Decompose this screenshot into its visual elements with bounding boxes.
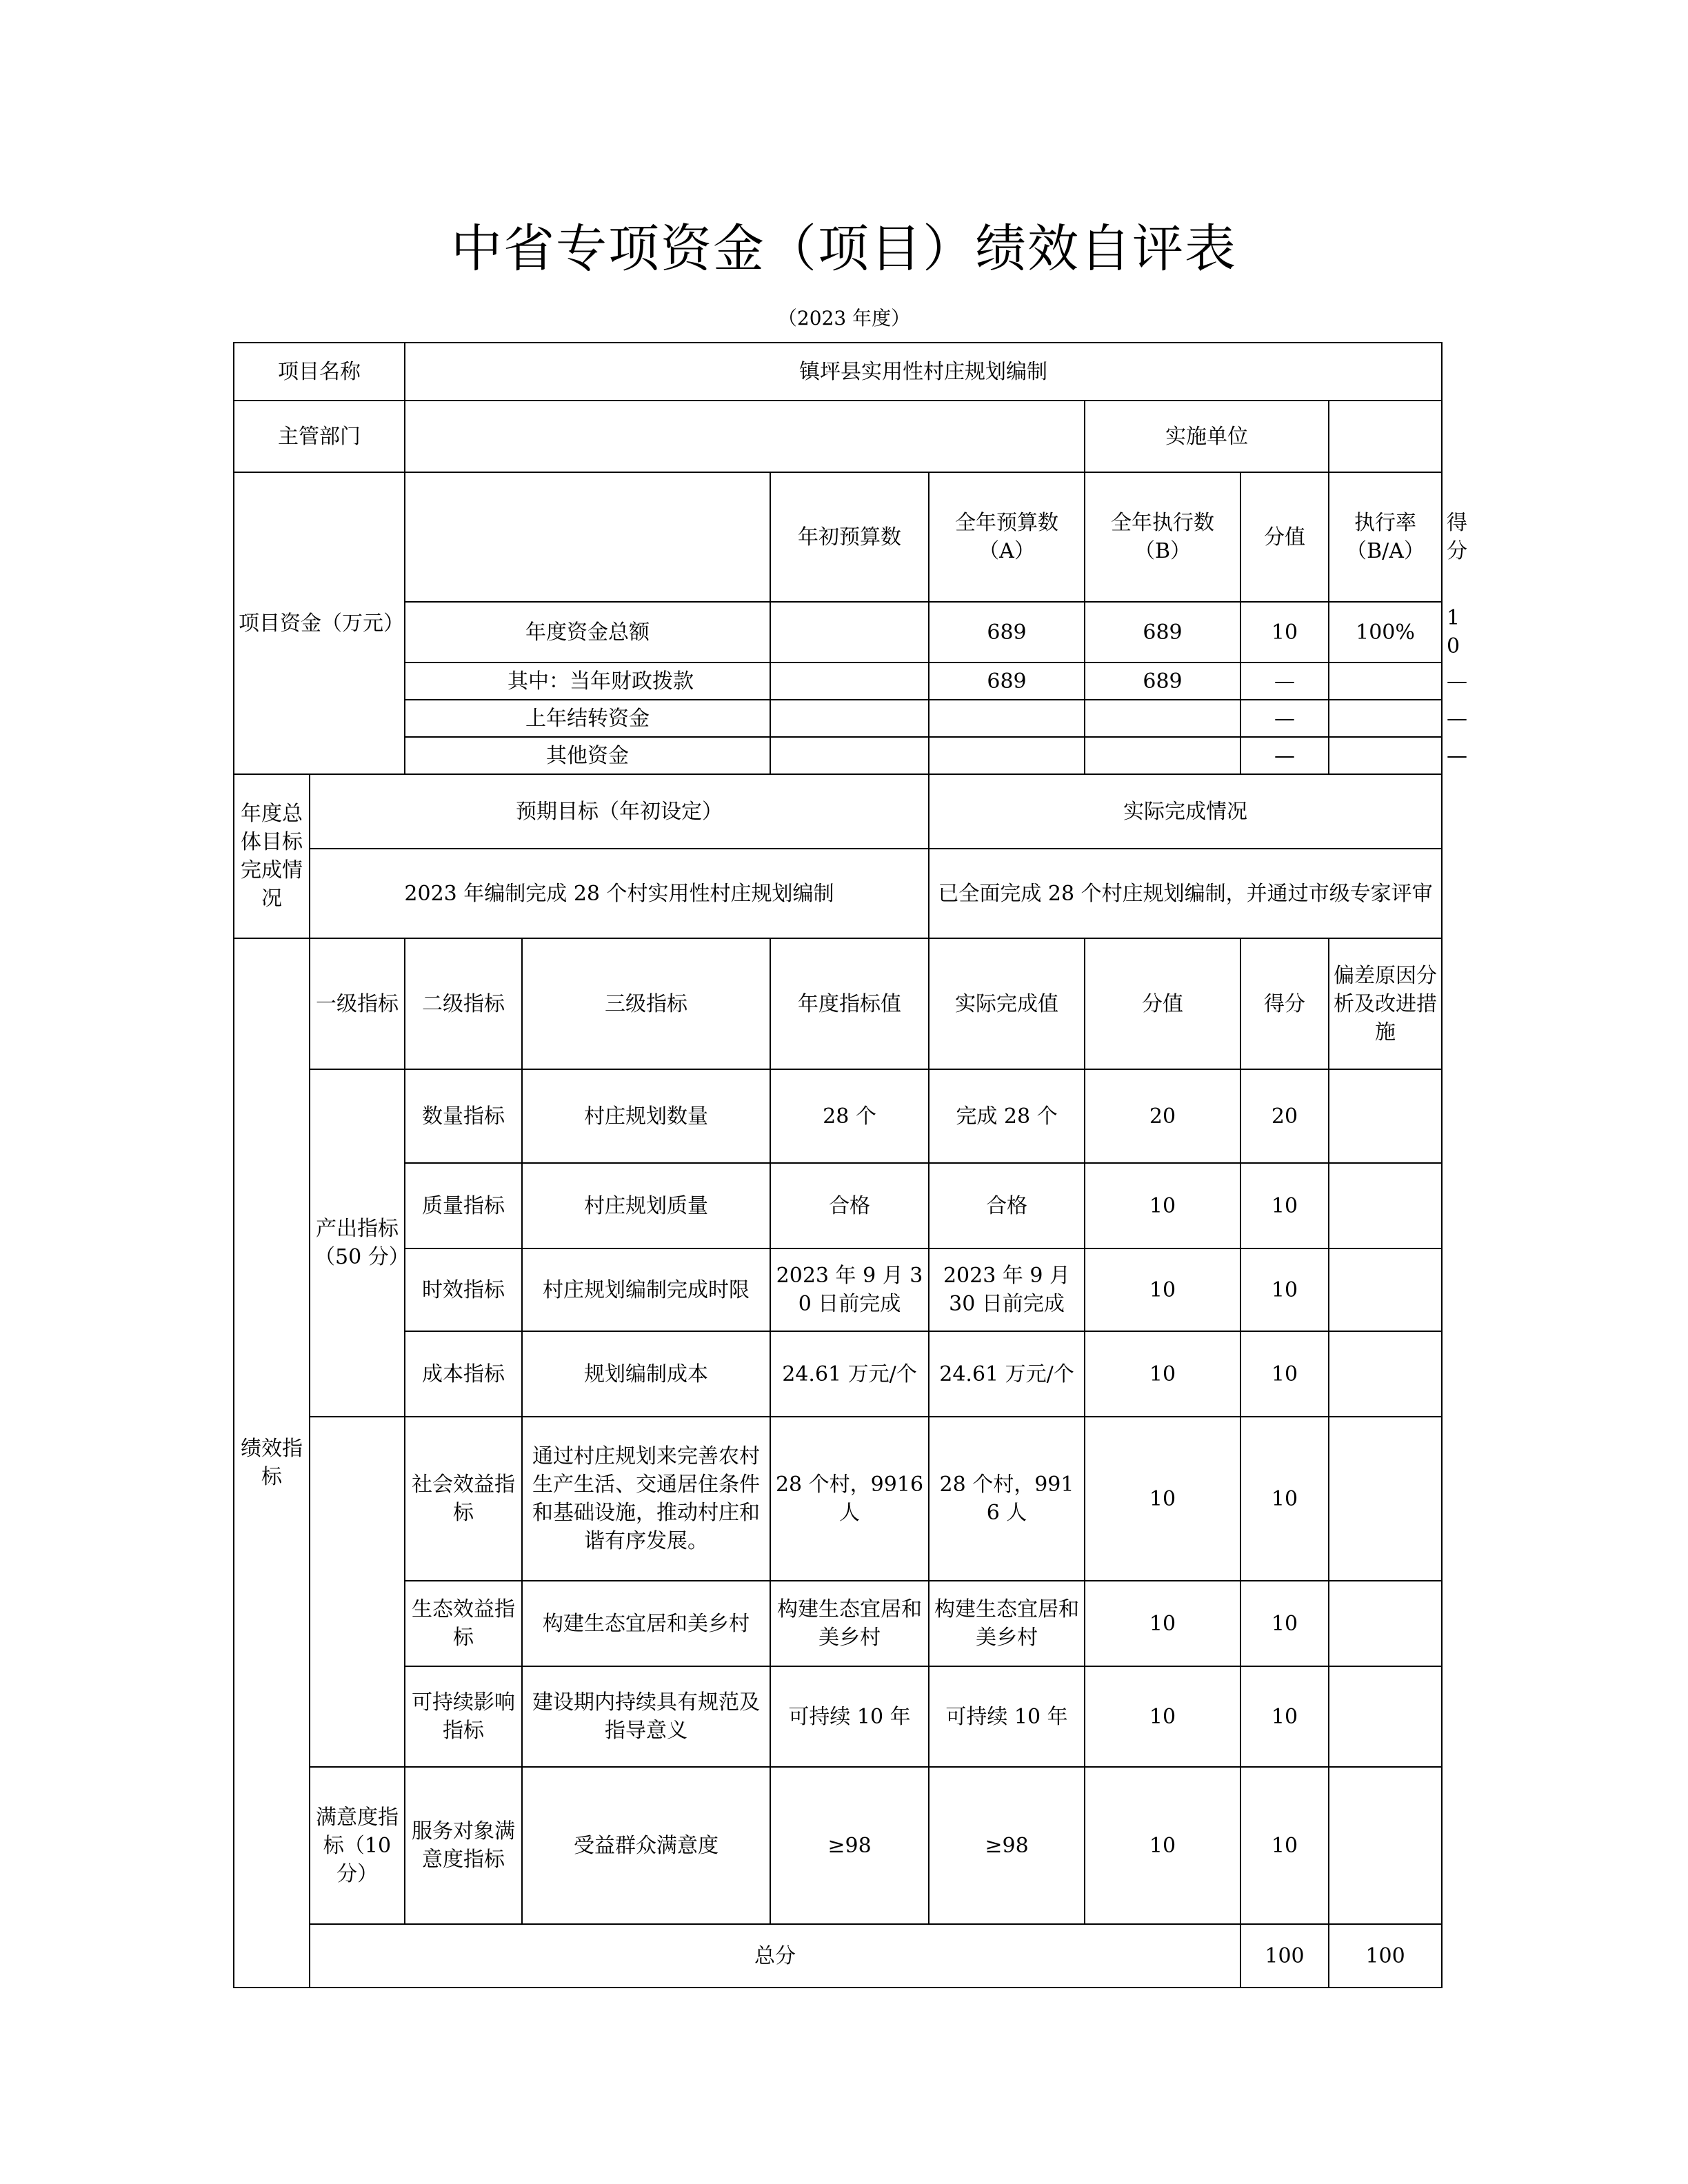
perf-row-l3: 规划编制成本 <box>522 1331 770 1417</box>
funds-row: 其他资金 — — <box>234 737 1442 774</box>
perf-row-deviation <box>1329 1248 1442 1331</box>
perf-row-l3: 村庄规划质量 <box>522 1163 770 1248</box>
row-performance-header <box>234 938 1442 1069</box>
perf-row-target: 2023 年 9 月 30 日前完成 <box>770 1248 929 1331</box>
evaluation-table <box>233 342 1468 1988</box>
perf-header-score: 得分 <box>1240 938 1329 1069</box>
perf-row-l3: 受益群众满意度 <box>522 1767 770 1924</box>
perf-row-score: 10 <box>1240 1666 1329 1767</box>
perf-row-l2: 时效指标 <box>405 1248 522 1331</box>
row-project-name <box>234 343 1442 401</box>
perf-row-actual: 28 个村，9916 人 <box>929 1417 1085 1581</box>
funds-row-value: — <box>1240 737 1329 774</box>
funds-row-name: 上年结转资金 <box>405 700 770 737</box>
total-label: 总分 <box>310 1924 1240 1988</box>
funds-row-name: 其中：当年财政拨款 <box>405 663 770 700</box>
funds-header-annual-budget: 全年预算数（A） <box>929 472 1085 602</box>
group-output-label: 产出指标（50 分） <box>310 1069 405 1417</box>
perf-row-score: 10 <box>1240 1331 1329 1417</box>
perf-row-l3: 建设期内持续具有规范及指导意义 <box>522 1666 770 1767</box>
perf-row-actual: 合格 <box>929 1163 1085 1248</box>
perf-header-level3: 三级指标 <box>522 938 770 1069</box>
group-satisfaction-label: 满意度指标（10 分） <box>310 1767 405 1924</box>
perf-row <box>234 1417 1442 1581</box>
funds-header-initial: 年初预算数 <box>770 472 929 602</box>
perf-row-value: 10 <box>1085 1666 1240 1767</box>
perf-row-value: 10 <box>1085 1417 1240 1581</box>
perf-row <box>234 1069 1442 1163</box>
perf-row-actual: 构建生态宜居和美乡村 <box>929 1581 1085 1666</box>
funds-row: 年度资金总额 689 689 10 100% 10 <box>234 602 1442 663</box>
perf-row <box>234 1163 1442 1248</box>
page-title: 中省专项资金（项目）绩效自评表 <box>451 219 1237 279</box>
funds-row-a: 689 <box>929 663 1085 700</box>
dept-value <box>405 401 1085 472</box>
funds-row-b <box>1085 737 1240 774</box>
row-total <box>234 1924 1442 1988</box>
perf-row-l3: 构建生态宜居和美乡村 <box>522 1581 770 1666</box>
funds-header-exec-rate: 执行率（B/A） <box>1329 472 1442 602</box>
funds-header-blank <box>405 472 770 602</box>
perf-row-actual: 2023 年 9 月 30 日前完成 <box>929 1248 1085 1331</box>
perf-row <box>234 1666 1442 1767</box>
total-score: 100 <box>1329 1924 1442 1988</box>
funds-label: 项目资金（万元） <box>234 472 405 774</box>
perf-row-l2: 可持续影响指标 <box>405 1666 522 1767</box>
perf-row-l2: 生态效益指标 <box>405 1581 522 1666</box>
perf-row-value: 10 <box>1085 1767 1240 1924</box>
funds-row-b: 689 <box>1085 602 1240 663</box>
goals-expected: 2023 年编制完成 28 个村实用性村庄规划编制 <box>310 849 929 938</box>
dept-label: 主管部门 <box>234 401 405 472</box>
perf-row-deviation <box>1329 1666 1442 1767</box>
perf-header-actual: 实际完成值 <box>929 938 1085 1069</box>
perf-row-actual: ≥98 <box>929 1767 1085 1924</box>
goals-actual-label: 实际完成情况 <box>929 774 1442 849</box>
funds-row-b <box>1085 700 1240 737</box>
funds-row-value: — <box>1240 700 1329 737</box>
goals-expected-label: 预期目标（年初设定） <box>310 774 929 849</box>
funds-row-value: 10 <box>1240 602 1329 663</box>
perf-row-score: 10 <box>1240 1767 1329 1924</box>
perf-row <box>234 1767 1442 1924</box>
perf-row-actual: 完成 28 个 <box>929 1069 1085 1163</box>
funds-row-a: 689 <box>929 602 1085 663</box>
perf-row-deviation <box>1329 1163 1442 1248</box>
perf-row-target: 可持续 10 年 <box>770 1666 929 1767</box>
total-value: 100 <box>1240 1924 1329 1988</box>
project-name-label: 项目名称 <box>234 343 405 401</box>
funds-row-a <box>929 737 1085 774</box>
perf-row-value: 10 <box>1085 1581 1240 1666</box>
funds-row-name: 其他资金 <box>405 737 770 774</box>
perf-row-target: 28 个 <box>770 1069 929 1163</box>
funds-row: 其中：当年财政拨款 689 689 — — <box>234 663 1442 700</box>
perf-row <box>234 1248 1442 1331</box>
perf-row-l3: 村庄规划编制完成时限 <box>522 1248 770 1331</box>
funds-row-rate <box>1329 737 1442 774</box>
perf-row-value: 20 <box>1085 1069 1240 1163</box>
perf-row-actual: 24.61 万元/个 <box>929 1331 1085 1417</box>
perf-row-l3: 村庄规划数量 <box>522 1069 770 1163</box>
funds-row-value: — <box>1240 663 1329 700</box>
perf-row-target: 28 个村，9916 人 <box>770 1417 929 1581</box>
funds-row-rate <box>1329 700 1442 737</box>
performance-label: 绩效指标 <box>234 938 310 1988</box>
perf-header-level2: 二级指标 <box>405 938 522 1069</box>
year-subtitle: （2023 年度） <box>777 307 911 330</box>
funds-row-initial <box>770 737 929 774</box>
perf-header-target: 年度指标值 <box>770 938 929 1069</box>
funds-header-executed: 全年执行数（B） <box>1085 472 1240 602</box>
perf-row-value: 10 <box>1085 1248 1240 1331</box>
funds-header-value: 分值 <box>1240 472 1329 602</box>
funds-row-a <box>929 700 1085 737</box>
perf-row-l2: 成本指标 <box>405 1331 522 1417</box>
funds-row-b: 689 <box>1085 663 1240 700</box>
perf-header-deviation: 偏差原因分析及改进措施 <box>1329 938 1442 1069</box>
perf-row-deviation <box>1329 1069 1442 1163</box>
perf-row-l2: 社会效益指标 <box>405 1417 522 1581</box>
perf-row-deviation <box>1329 1767 1442 1924</box>
perf-row-l2: 质量指标 <box>405 1163 522 1248</box>
row-goals-content <box>234 849 1442 938</box>
perf-row-value: 10 <box>1085 1331 1240 1417</box>
perf-header-level1: 一级指标 <box>310 938 405 1069</box>
funds-row: 上年结转资金 — — <box>234 700 1442 737</box>
funds-row-initial <box>770 663 929 700</box>
perf-row-target: 24.61 万元/个 <box>770 1331 929 1417</box>
impl-unit-value <box>1329 401 1442 472</box>
perf-row-score: 10 <box>1240 1163 1329 1248</box>
perf-row-score: 10 <box>1240 1581 1329 1666</box>
perf-row-l3: 通过村庄规划来完善农村生产生活、交通居住条件和基础设施，推动村庄和谐有序发展。 <box>522 1417 770 1581</box>
perf-row-deviation <box>1329 1331 1442 1417</box>
funds-row-name: 年度资金总额 <box>405 602 770 663</box>
funds-row-rate: 100% <box>1329 602 1442 663</box>
funds-row-initial <box>770 602 929 663</box>
perf-row-score: 10 <box>1240 1417 1329 1581</box>
project-name-value: 镇坪县实用性村庄规划编制 <box>405 343 1442 401</box>
perf-row-value: 10 <box>1085 1163 1240 1248</box>
row-goals-header <box>234 774 1442 849</box>
perf-header-value: 分值 <box>1085 938 1240 1069</box>
row-funds-header: 项目资金（万元） 年初预算数 全年预算数（A） 全年执行数（B） 分值 执行率（B/A） 得分 <box>234 472 1442 602</box>
row-department <box>234 401 1442 472</box>
perf-row-target: ≥98 <box>770 1767 929 1924</box>
perf-row-l2: 服务对象满意度指标 <box>405 1767 522 1924</box>
goals-label: 年度总体目标完成情况 <box>234 774 310 938</box>
impl-unit-label: 实施单位 <box>1085 401 1329 472</box>
perf-row-score: 10 <box>1240 1248 1329 1331</box>
funds-row-rate <box>1329 663 1442 700</box>
perf-row <box>234 1581 1442 1666</box>
perf-row-score: 20 <box>1240 1069 1329 1163</box>
perf-row-deviation <box>1329 1417 1442 1581</box>
perf-row-deviation <box>1329 1581 1442 1666</box>
funds-row-initial <box>770 700 929 737</box>
perf-row <box>234 1331 1442 1417</box>
perf-row-target: 合格 <box>770 1163 929 1248</box>
goals-actual: 已全面完成 28 个村庄规划编制，并通过市级专家评审 <box>929 849 1442 938</box>
group-effect-label <box>310 1417 405 1767</box>
perf-row-l2: 数量指标 <box>405 1069 522 1163</box>
perf-row-target: 构建生态宜居和美乡村 <box>770 1581 929 1666</box>
perf-row-actual: 可持续 10 年 <box>929 1666 1085 1767</box>
